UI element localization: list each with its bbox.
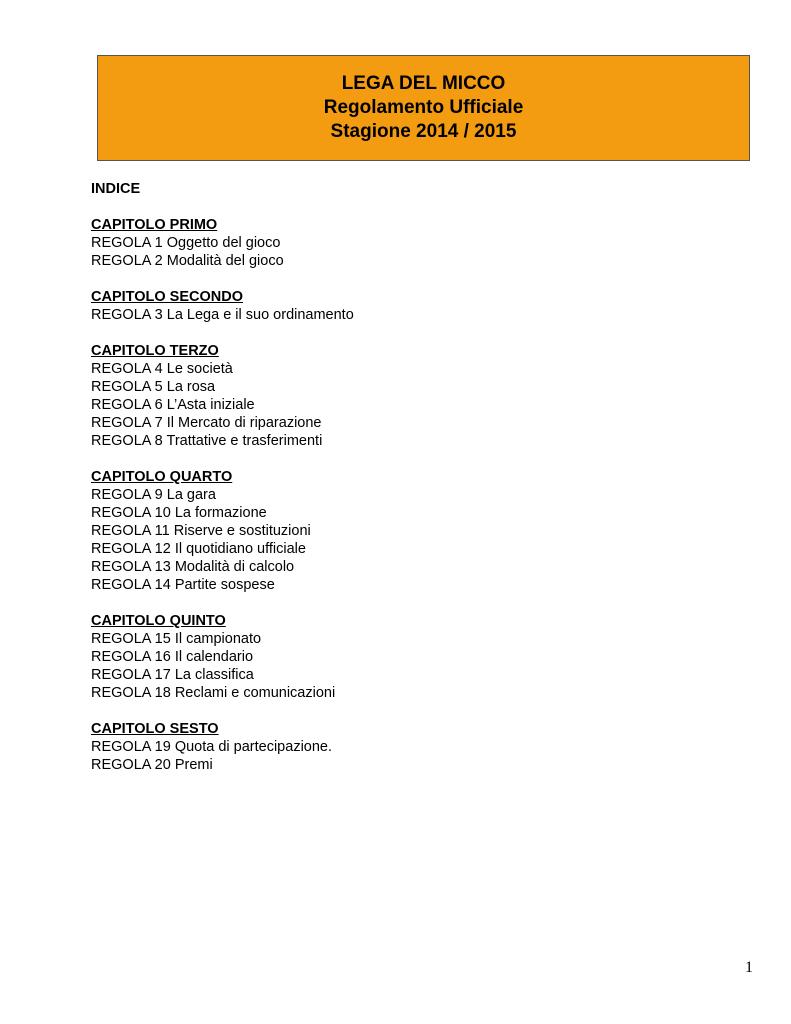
rule-item: REGOLA 19 Quota di partecipazione. [91,739,333,755]
chapter-title: CAPITOLO PRIMO [91,217,218,233]
index-heading: INDICE [91,181,141,197]
rule-item: REGOLA 8 Trattative e trasferimenti [91,433,323,449]
rule-item: REGOLA 20 Premi [91,757,213,773]
rule-item: REGOLA 18 Reclami e comunicazioni [91,685,336,701]
chapter-6 [91,720,691,774]
chapter-title: CAPITOLO SECONDO [91,289,243,305]
chapter-1 [91,216,691,270]
season-label: Stagione 2014 / 2015 [330,121,517,142]
rule-item: REGOLA 15 Il campionato [91,631,262,647]
rule-item: REGOLA 7 Il Mercato di riparazione [91,415,322,431]
rule-item: REGOLA 11 Riserve e sostituzioni [91,523,311,539]
document-title: Regolamento Ufficiale [323,97,524,118]
chapter-title: CAPITOLO QUARTO [91,469,233,485]
rule-item: REGOLA 9 La gara [91,487,216,503]
chapter-title: CAPITOLO TERZO [91,343,219,359]
rule-item: REGOLA 12 Il quotidiano ufficiale [91,541,306,557]
rule-item: REGOLA 4 Le società [91,361,233,377]
league-name: LEGA DEL MICCO [341,73,506,94]
rule-item: REGOLA 14 Partite sospese [91,577,275,593]
chapter-2 [91,288,691,324]
rule-item: REGOLA 5 La rosa [91,379,216,395]
rule-item: REGOLA 1 Oggetto del gioco [91,235,281,251]
rule-item: REGOLA 10 La formazione [91,505,267,521]
rule-item: REGOLA 3 La Lega e il suo ordinamento [91,307,354,323]
rule-item: REGOLA 6 L’Asta iniziale [91,397,255,413]
chapter-title: CAPITOLO SESTO [91,721,219,737]
title-box [97,55,750,161]
page-number: 1 [745,959,753,976]
rule-item: REGOLA 16 Il calendario [91,649,254,665]
rule-item: REGOLA 13 Modalità di calcolo [91,559,295,575]
table-of-contents [91,180,691,792]
chapter-3 [91,342,691,450]
chapter-title: CAPITOLO QUINTO [91,613,226,629]
rule-item: REGOLA 17 La classifica [91,667,254,683]
chapter-5 [91,612,691,702]
rule-item: REGOLA 2 Modalità del gioco [91,253,284,269]
chapter-4 [91,468,691,594]
